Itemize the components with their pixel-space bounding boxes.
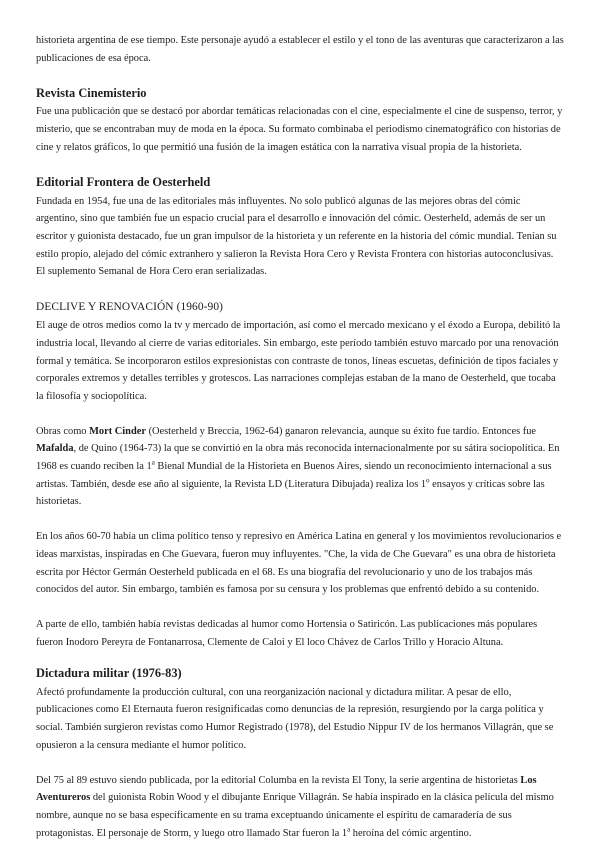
- text-run: Bienal Mundial de la Historieta en Buenos Aires, siendo un reconocimiento internacional a sus artistas. También, desde ese año al siguiente, la Revista LD (Literatura Dibujada) realiza los 1: [36, 461, 552, 490]
- declive-paragraph-2: [36, 423, 564, 511]
- heading-editorial-frontera: Editorial Frontera de Oesterheld: [36, 175, 211, 190]
- work-title-los-aventureros: Los Aventureros: [36, 774, 537, 804]
- heading-revista-cinemisterio: Revista Cinemisterio: [36, 85, 147, 100]
- declive-paragraph-4: A parte de ello, también había revistas dedicadas al humor como Hortensia o Satiricón. Las publicaciones más populares fueron Inodoro Pereyra de Fontanarrosa, Clemente de Caloi y El loco Chávez de Carlos Trillo y Horacio Altuna.: [36, 619, 538, 648]
- declive-paragraph-1: El auge de otros medios como la tv y mercado de importación, así como el mercado mexicano y el éxodo a Europa, debilitó la industria local, llevando al cierre de varias editoriales. Sin embargo, este período también estuvo marcado por una renovación formal y temática. Se incorporaron estilos expresionistas con contraste de tonos, líneas escuetas, definición de tipos faciales y corporales extremos y detalles terribles y grotescos. Las narraciones complejas estaban de la mano de Oesterheld, que tocaba la filosofía y sociopolítica.: [36, 320, 561, 402]
- dictadura-paragraph-1: Afectó profundamente la producción cultural, con una reorganización nacional y dictadura militar. A pesar de ello, publicaciones como El Eternauta fueron resignificadas como denuncias de la represión, resurgiendo por la carga política y social. También surgieron revistas como Humor Registrado (1978), del Estudio Nippur IV de los hermanos Villagrán, que se opusieron a la censura mediante el humor político.: [36, 686, 554, 751]
- work-title-mort-cinder: Mort Cinder: [89, 425, 146, 437]
- cinemisterio-paragraph: Fue una publicación que se destacó por abordar temáticas relacionadas con el cine, especialmente el cine de suspenso, terror, y misterio, que se encontraban muy de moda en la época. Su formato combinaba el periodismo cinematográfico con historias de cine y relatos gráficos, lo que permitió una fusión de la imagen estática con la narrativa visual propia de la historieta.: [36, 106, 563, 153]
- text-run: , de Quino (1964-73) la que se convirtió en la obra más reconocida internacionalmente por su sátira sociopolítica. En 1968 es cuando reciben la 1: [36, 443, 560, 473]
- heading-declive-renovacion: DECLIVE Y RENOVACIÓN (1960-90): [36, 300, 224, 313]
- frontera-paragraph: Fundada en 1954, fue una de las editoriales más influyentes. No solo publicó algunas de las mejores obras del cómic argentino, sino que también fue un espacio crucial para el desarrollo e innovación del cómic. Oesterheld, además de ser un escritor y guionista destacado, fue un gran impulsor de la historieta y un referente en la historia del cómic mundial. Tenían su estilo propio, alejado del cómic extranhero y salieron la Revista Hora Cero y Revista Frontera con historias autoconclusivas. El suplemento Semanal de Hora Cero eran serializadas.: [36, 195, 557, 278]
- intro-paragraph: historieta argentina de ese tiempo. Este personaje ayudó a establecer el estilo y el tono de las aventuras que caracterizaron a las publicaciones de esa época.: [36, 35, 564, 64]
- declive-paragraph-3: En los años 60-70 había un clima político tenso y represivo en América Latina en general y los movimientos revolucionarios e ideas marxistas, inspiradas en Che Guevara, fueron muy influyentes. "Che, la vida de Che Guevara" es una obra de historieta escrita por Héctor Germán Oesterheld publicada en el 68. Es una biografía del revolucionario y uno de los trabajos más conocidos del autor. Sin embargo, también es famosa por su censura y los problemas que enfrentó debido a su contenido.: [36, 531, 562, 596]
- text-run: Del 75 al 89 estuvo siendo publicada, por la editorial Columba en la revista El Tony, la serie argentina de historietas: [36, 774, 521, 786]
- dictadura-paragraph-2: [36, 772, 564, 842]
- text-run: del guionista Robin Wood y el dibujante Enrique Villagrán. Se había inspirado en la clásica película del mismo nombre, aunque no se basa específicamente en su trama exceptuando únicamente el espíritu de camaradería de sus protagonistas. El personaje de Storm, y luego otro llamado Star fueron la 1: [36, 792, 554, 839]
- text-run: Obras como: [36, 425, 90, 437]
- ordinal-superscript: o: [426, 476, 430, 485]
- text-run: ensayos y críticas sobre las historietas.: [36, 478, 545, 508]
- ordinal-superscript: a: [151, 458, 155, 467]
- text-run: heroína del cómic argentino.: [350, 827, 472, 839]
- heading-dictadura-militar: Dictadura militar (1976-83): [36, 666, 182, 681]
- text-run: (Oesterheld y Breccia, 1962-64) ganaron relevancia, aunque su éxito fue tardío. Entonces fue: [145, 425, 537, 437]
- work-title-mafalda: Mafalda: [36, 443, 74, 455]
- ordinal-superscript: a: [347, 825, 351, 834]
